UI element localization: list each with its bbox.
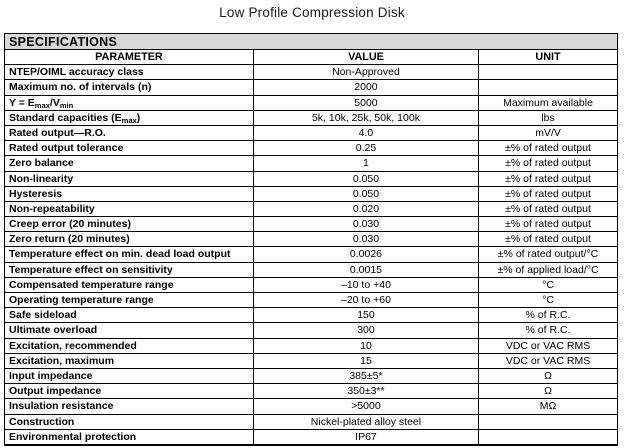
parameter-cell: Safe sideload: [9, 309, 77, 322]
parameter-cell: Construction: [9, 415, 75, 428]
parameter-cell: Excitation, recommended: [9, 339, 137, 352]
parameter-cell: Rated output tolerance: [9, 142, 124, 155]
parameter-cell: Zero return (20 minutes): [9, 233, 130, 246]
unit-cell: ±% of rated output: [478, 156, 617, 170]
value-cell: Nickel-plated alloy steel: [253, 415, 478, 429]
unit-cell: MΩ: [478, 399, 617, 413]
parameter-cell: Compensated temperature range: [9, 278, 174, 291]
table-row: [5, 307, 617, 322]
value-cell: 385±5*: [253, 369, 478, 383]
unit-cell: [478, 430, 617, 444]
unit-cell: ±% of rated output/°C: [478, 247, 617, 261]
parameter-cell: Insulation resistance: [9, 400, 114, 413]
table-row: [5, 429, 617, 444]
column-header-value: VALUE: [253, 50, 478, 64]
table-row: [5, 125, 617, 140]
table-row: [5, 110, 617, 125]
table-row: [5, 277, 617, 292]
unit-cell: Maximum available: [478, 96, 617, 110]
table-row: [5, 414, 617, 429]
value-cell: 15: [253, 354, 478, 368]
value-cell: 300: [253, 323, 478, 337]
parameter-cell: Operating temperature range: [9, 294, 154, 306]
unit-cell: VDC or VAC RMS: [478, 339, 617, 353]
unit-cell: lbs: [478, 111, 617, 125]
parameter-cell: Standard capacities $(E_{max})$: [9, 111, 141, 125]
table-row: [5, 64, 617, 79]
table-row: [5, 338, 617, 353]
parameter-cell: Non-linearity: [9, 172, 74, 185]
table-row: [5, 322, 617, 337]
value-cell: 150: [253, 308, 478, 322]
parameter-cell: Environmental protection: [9, 430, 137, 443]
value-cell: 0.030: [253, 232, 478, 246]
value-cell: 0.030: [253, 217, 478, 231]
table-row: [5, 95, 617, 110]
table-row: [5, 216, 617, 231]
table-row: [5, 398, 617, 413]
unit-cell: ±% of rated output: [478, 232, 617, 246]
value-cell: 350±3**: [253, 384, 478, 398]
table-row: [5, 368, 617, 383]
value-cell: 1: [253, 156, 478, 170]
parameter-cell: Temperature effect on sensitivity: [9, 263, 173, 276]
value-cell: 5000: [253, 96, 478, 110]
unit-cell: [478, 415, 617, 429]
parameter-cell: Input impedance: [9, 369, 93, 382]
value-cell: 0.25: [253, 141, 478, 155]
unit-cell: % of R.C.: [478, 308, 617, 322]
table-row: [5, 140, 617, 155]
parameter-cell: Excitation, maximum: [9, 354, 115, 367]
column-header-row: [5, 50, 617, 64]
parameter-cell: Rated output—R.O.: [9, 126, 106, 139]
unit-cell: ±% of rated output: [478, 202, 617, 216]
table-row: [5, 353, 617, 368]
table-row: [5, 79, 617, 94]
table-row: [5, 292, 617, 307]
unit-cell: ±% of applied load/°C: [478, 263, 617, 277]
unit-cell: °C: [478, 278, 617, 292]
parameter-cell: Hysteresis: [9, 187, 63, 200]
unit-cell: mV/V: [478, 126, 617, 140]
page-title: Low Profile Compression Disk: [219, 5, 405, 20]
value-cell: –10 to +40: [253, 278, 478, 292]
table-row: [5, 201, 617, 216]
unit-cell: Ω: [478, 384, 617, 398]
column-header-unit: UNIT: [478, 50, 617, 64]
value-cell: >5000: [253, 399, 478, 413]
table-row: [5, 246, 617, 261]
table-row: [5, 186, 617, 201]
unit-cell: [478, 80, 617, 94]
unit-cell: ±% of rated output: [478, 141, 617, 155]
value-cell: 2000: [253, 80, 478, 94]
parameter-cell: Temperature effect on min. dead load output: [9, 248, 231, 261]
value-cell: –20 to +60: [253, 293, 478, 307]
value-cell: 0.0026: [253, 247, 478, 261]
unit-cell: VDC or VAC RMS: [478, 354, 617, 368]
parameter-cell: NTEP/OIML accuracy class: [9, 66, 144, 79]
table-row: [5, 171, 617, 186]
unit-cell: °C: [478, 293, 617, 307]
table-row: [5, 231, 617, 246]
unit-cell: % of R.C.: [478, 323, 617, 337]
value-cell: 0.0015: [253, 263, 478, 277]
parameter-cell: Output impedance: [9, 385, 102, 398]
unit-cell: ±% of rated output: [478, 187, 617, 201]
parameter-cell: Non-repeatability: [9, 202, 95, 215]
table-row: [5, 155, 617, 170]
parameter-cell: $Y = E_{max}/V_{min}$: [9, 96, 74, 110]
table-row: [5, 262, 617, 277]
parameter-cell: Creep error (20 minutes): [9, 218, 131, 231]
table-row: [5, 383, 617, 398]
unit-cell: ±% of rated output: [478, 172, 617, 186]
value-cell: 0.050: [253, 187, 478, 201]
value-cell: 4.0: [253, 126, 478, 140]
parameter-cell: Zero balance: [9, 157, 74, 170]
value-cell: 10: [253, 339, 478, 353]
unit-cell: ±% of rated output: [478, 217, 617, 231]
value-cell: 0.050: [253, 172, 478, 186]
table-body: [5, 64, 617, 444]
value-cell: 0.020: [253, 202, 478, 216]
unit-cell: Ω: [478, 369, 617, 383]
parameter-cell: Ultimate overload: [9, 324, 98, 337]
value-cell: IP67: [253, 430, 478, 444]
value-cell: Non-Approved: [253, 65, 478, 79]
parameter-cell: Maximum no. of intervals (n): [9, 81, 152, 94]
unit-cell: [478, 65, 617, 79]
column-header-parameter: PARAMETER: [95, 51, 163, 63]
specifications-table: [4, 33, 618, 446]
specifications-section-header: SPECIFICATIONS: [5, 34, 617, 50]
value-cell: 5k, 10k, 25k, 50k, 100k: [253, 111, 478, 125]
